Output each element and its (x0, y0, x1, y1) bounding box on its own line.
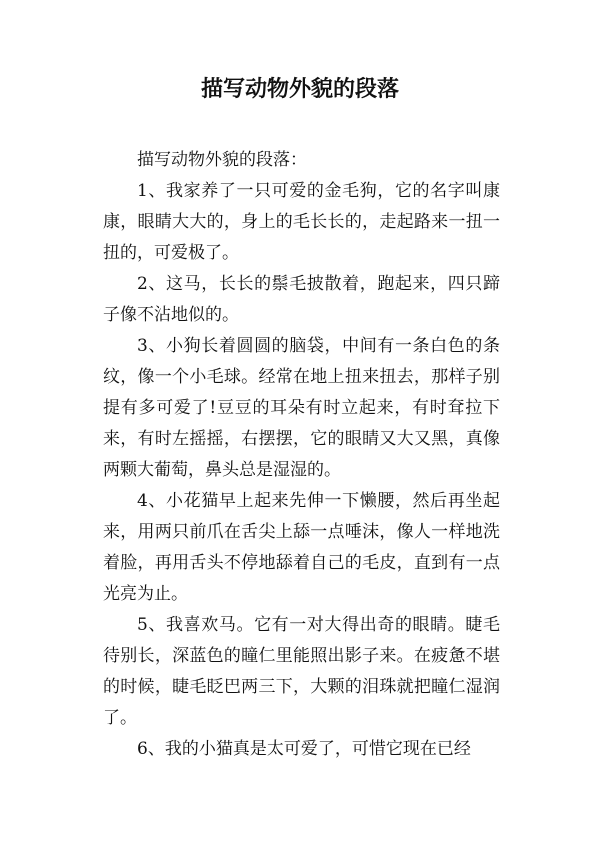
paragraph-2: 2、这马，长长的鬃毛披散着，跑起来，四只蹄子像不沾地似的。 (103, 274, 500, 325)
paragraph-1: 1、我家养了一只可爱的金毛狗，它的名字叫康康，眼睛大大的，身上的毛长长的，走起路来一扭一扭的，可爱极了。 (103, 181, 500, 263)
document-title: 描写动物外貌的段落 (200, 77, 399, 102)
paragraph-5: 5、我喜欢马。它有一对大得出奇的眼睛。睫毛待别长，深蓝色的瞳仁里能照出影子来。在疲惫不堪的时候，睫毛眨巴两三下，大颗的泪珠就把瞳仁湿润了。 (103, 615, 500, 728)
paragraph-4: 4、小花猫早上起来先伸一下懒腰，然后再坐起来，用两只前爪在舌尖上舔一点唾沫，像人一样地洗着脸，再用舌头不停地舔着自己的毛皮，直到有一点光亮为止。 (103, 491, 500, 604)
intro-paragraph: 描写动物外貌的段落： (137, 150, 307, 170)
paragraph-6: 6、我的小猫真是太可爱了，可惜它现在已经 (137, 739, 471, 759)
paragraph-3: 3、小狗长着圆圆的脑袋，中间有一条白色的条纹，像一个小毛球。经常在地上扭来扭去，那样子别提有多可爱了!豆豆的耳朵有时立起来，有时耷拉下来，有时左摇摇，右摆摆，它的眼睛又大又黑，真像两颗大葡萄，鼻头总是湿湿的。 (103, 336, 500, 480)
document-body (103, 145, 500, 765)
